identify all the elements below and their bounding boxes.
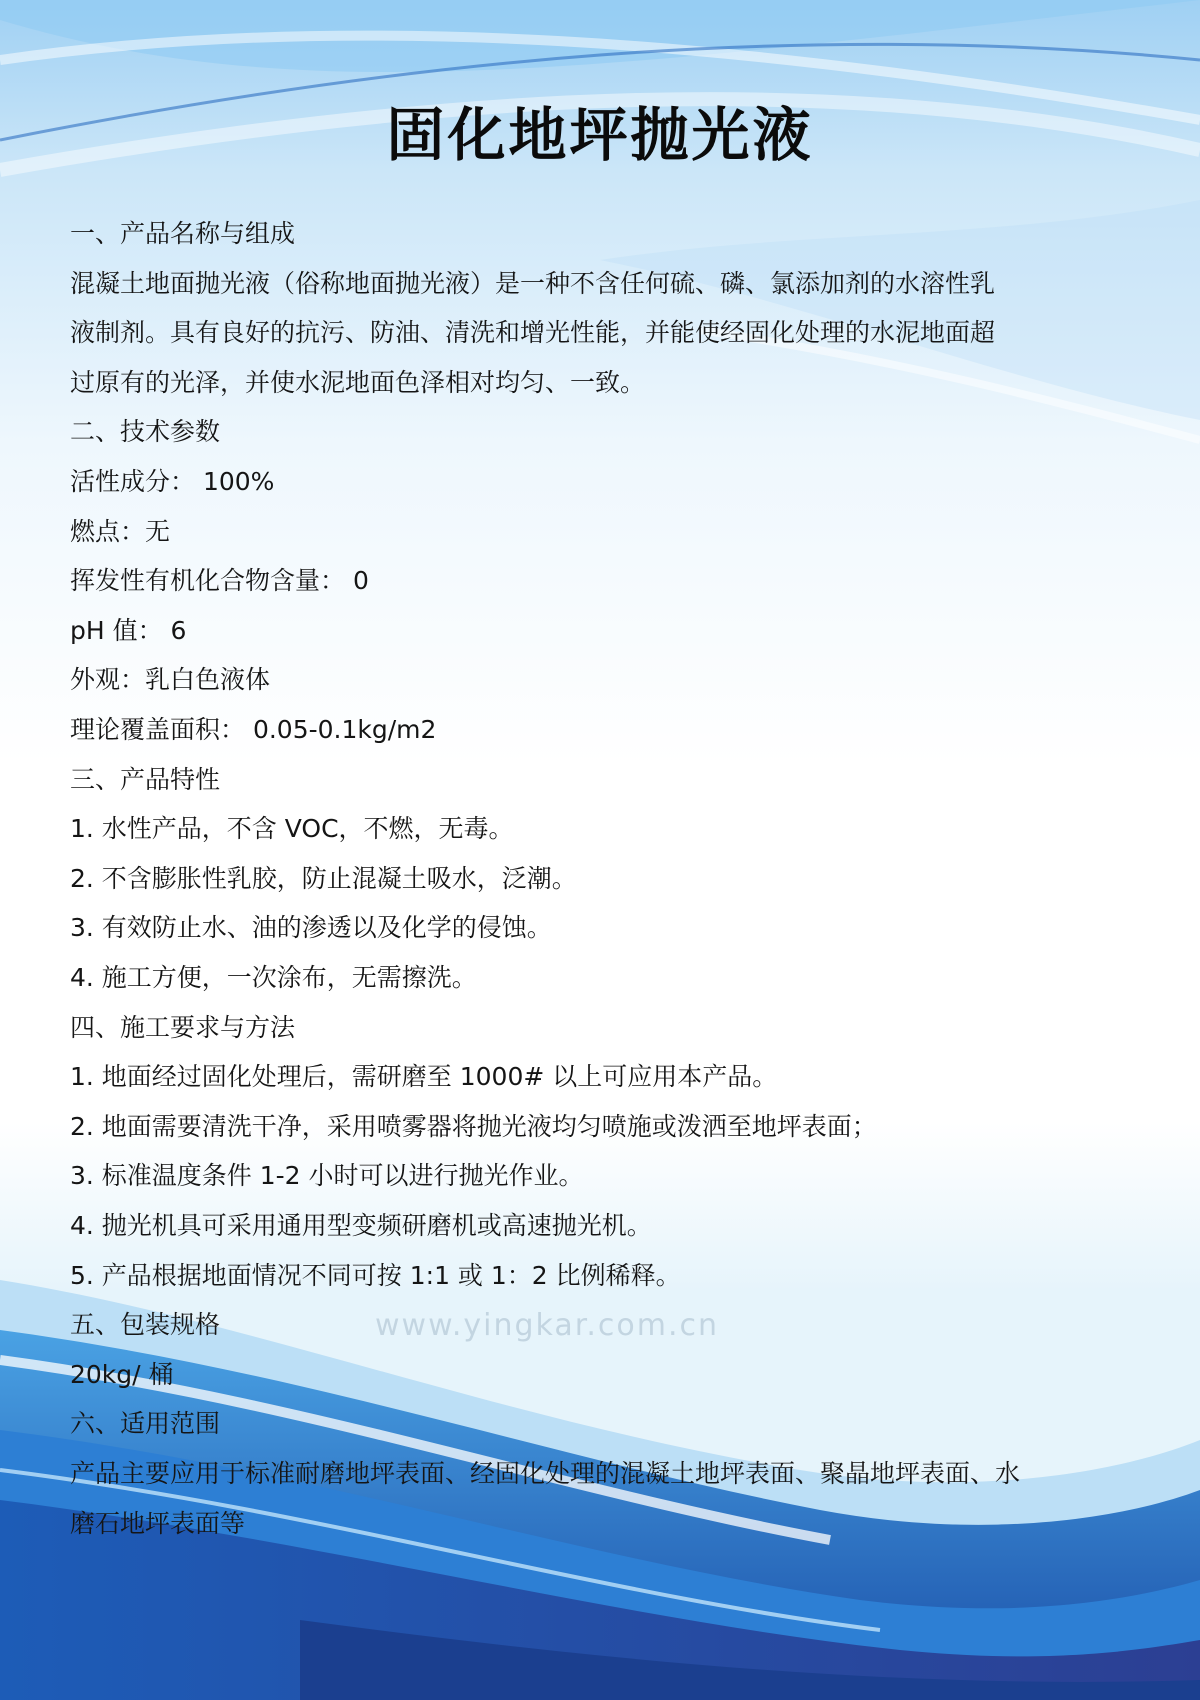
section-heading-1: 一、产品名称与组成: [70, 219, 296, 248]
paragraph-line: 产品主要应用于标准耐磨地坪表面、经固化处理的混凝土地坪表面、聚晶地坪表面、水: [70, 1459, 1021, 1488]
spec-item: 理论覆盖面积： 0.05-0.1kg/m2: [70, 715, 437, 744]
method-item: 4. 抛光机具可采用通用型变频研磨机或高速抛光机。: [70, 1211, 652, 1240]
paragraph-line: 过原有的光泽，并使水泥地面色泽相对均匀、一致。: [70, 367, 646, 397]
section-heading-5: 五、包装规格: [70, 1310, 221, 1340]
section-heading-2: 二、技术参数: [70, 417, 221, 447]
spec-item: 外观：乳白色液体: [70, 665, 271, 695]
method-item: 1. 地面经过固化处理后，需研磨至 1000# 以上可应用本产品。: [70, 1062, 778, 1092]
section-heading-3: 三、产品特性: [70, 764, 221, 794]
paragraph-line: 液制剂。具有良好的抗污、防油、清洗和增光性能，并能使经固化处理的水泥地面超: [70, 318, 996, 348]
document-title: 固化地坪抛光液: [386, 101, 814, 169]
section-heading-6: 六、适用范围: [70, 1409, 221, 1439]
method-item: 3. 标准温度条件 1-2 小时可以进行抛光作业。: [70, 1161, 584, 1191]
feature-item: 3. 有效防止水、油的渗透以及化学的侵蚀。: [70, 913, 552, 943]
packaging-item: 20kg/ 桶: [70, 1359, 174, 1389]
spec-item: 活性成分： 100%: [70, 467, 275, 496]
section-heading-4: 四、施工要求与方法: [70, 1012, 296, 1042]
spec-item: pH 值： 6: [70, 615, 187, 645]
paragraph-line: 磨石地坪表面等: [70, 1508, 246, 1538]
method-item: 2. 地面需要清洗干净，采用喷雾器将抛光液均匀喷施或泼洒至地坪表面；: [70, 1111, 877, 1141]
spec-item: 燃点：无: [70, 516, 171, 546]
feature-item: 1. 水性产品，不含 VOC，不燃，无毒。: [70, 814, 514, 844]
spec-item: 挥发性有机化合物含量： 0: [70, 566, 369, 596]
watermark-text: www.yingkar.com.cn: [375, 1308, 719, 1343]
feature-item: 4. 施工方便，一次涂布，无需擦洗。: [70, 963, 477, 992]
feature-item: 2. 不含膨胀性乳胶，防止混凝土吸水，泛潮。: [70, 863, 577, 893]
paragraph-line: 混凝土地面抛光液（俗称地面抛光液）是一种不含任何硫、磷、氯添加剂的水溶性乳: [70, 268, 996, 298]
method-item: 5. 产品根据地面情况不同可按 1:1 或 1：2 比例稀释。: [70, 1260, 681, 1290]
